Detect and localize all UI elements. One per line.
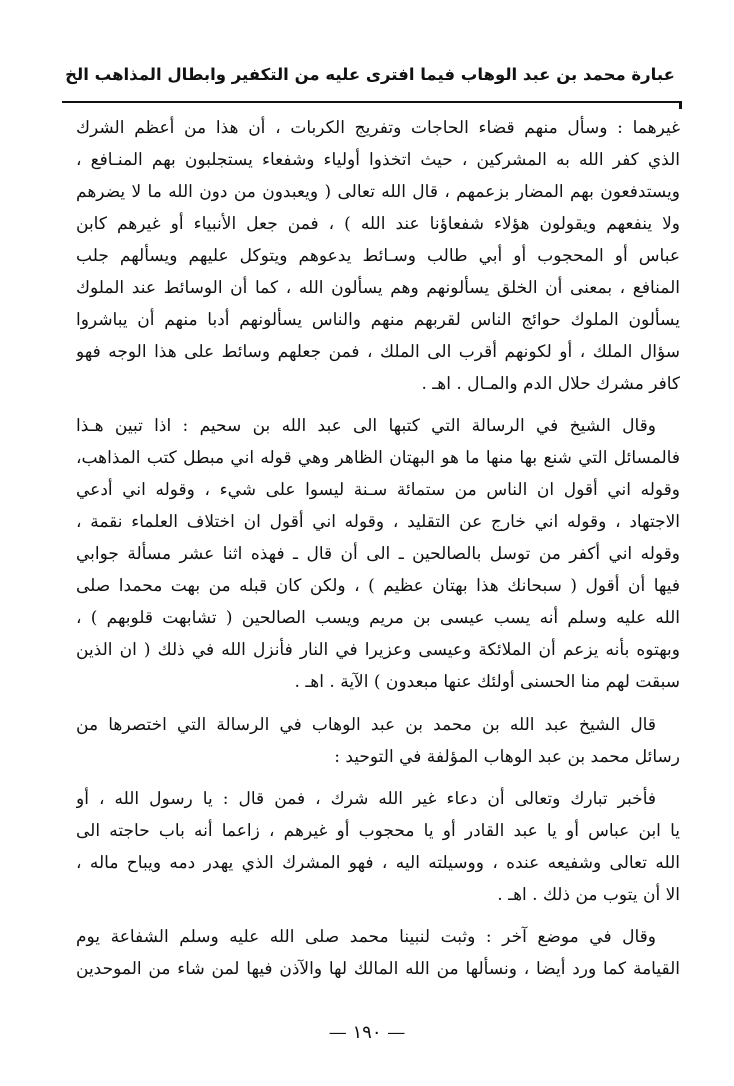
- text-line: وقوله اني أكفر من توسل بالصالحين ـ الى أن قال ـ فهذه اثنا عشر مسألة جوابي: [76, 544, 680, 564]
- text-line: الله عليه وسلم أنه يسب عيسى بن مريم ويسب الصالحين ( تشابهت قلوبهم ) ،: [76, 608, 680, 628]
- text-line: وقوله اني أقول ان الناس من ستمائة سـنة ليسوا على شيء ، وقوله اني أدعي: [76, 480, 680, 500]
- text-line: سبقت لهم منا الحسنى أولئك عنها مبعدون ) الآية . اهـ .: [294, 672, 680, 692]
- text-line: الذي كفر الله به المشركين ، حيث اتخذوا أولياء وشفعاء يستجلبون بهم المنـافع ،: [76, 150, 680, 170]
- header-rule-tick: [679, 101, 682, 109]
- text-line: القيامة كما ورد أيضا ، ونسألها من الله المالك لها والآذن فيها لمن شاء من الموحدين: [76, 959, 680, 979]
- text-line: عباس أو المحجوب أو أبي طالب وسـائط يدعوهم ويتوكل عليهم ويسألهم جلب: [76, 246, 680, 266]
- page-number: — ١٩٠ —: [328, 1022, 406, 1043]
- text-line: غيرهما : وسأل منهم قضاء الحاجات وتفريج الكربات ، أن هذا من أعظم الشرك: [76, 118, 680, 138]
- text-line: فيها أن أقول ( سبحانك هذا بهتان عظيم ) ، ولكن كان قبله من بهت محمدا صلى: [76, 576, 680, 596]
- text-line: وقال في موضع آخر : وثبت لنبينا محمد صلى الله عليه وسلم الشفاعة يوم: [76, 927, 656, 947]
- header-rule: [62, 101, 682, 103]
- text-line: قال الشيخ عبد الله بن محمد بن عبد الوهاب في الرسالة التي اختصرها من: [76, 715, 656, 735]
- text-line: وقال الشيخ في الرسالة التي كتبها الى عبد الله بن سحيم : اذا تبين هـذا: [76, 416, 656, 436]
- text-line: الاجتهاد ، وقوله اني خارج عن التقليد ، وقوله اني أقول ان اختلاف العلماء نقمة ،: [76, 512, 680, 532]
- text-line: الله تعالى وشفيعه عنده ، ووسيلته اليه ، فهو المشرك الذي يهدر دمه ويباح ماله ،: [76, 853, 680, 873]
- text-line: الا أن يتوب من ذلك . اهـ .: [497, 885, 680, 905]
- text-line: رسائل محمد بن عبد الوهاب المؤلفة في التوحيد :: [334, 747, 680, 767]
- text-line: ولا ينفعهم ويقولون هؤلاء شفعاؤنا عند الله ) ، فمن جعل الأنبياء أو غيرهم كابن: [76, 214, 680, 234]
- text-line: وبهتوه بأنه يزعم أن الملائكة وعيسى وعزيرا في النار فأنزل الله في ذلك ( ان الذين: [76, 640, 680, 660]
- text-line: فالمسائل التي شنع بها منها ما هو البهتان الظاهر وهي قوله اني مبطل كتب المذاهب،: [76, 448, 680, 468]
- text-line: ويستدفعون بهم المضار بزعمهم ، قال الله تعالى ( ويعبدون من دون الله ما لا يضرهم: [76, 182, 680, 202]
- running-header: عبارة محمد بن عبد الوهاب فيما افترى عليه من التكفير وابطال المذاهب الخ: [65, 65, 675, 84]
- text-line: كافر مشرك حلال الدم والمـال . اهـ .: [421, 374, 680, 394]
- text-line: يسألون الملوك حوائج الناس لقربهم منهم والناس يسألونهم أدبا منهم أن يباشروا: [76, 310, 680, 330]
- text-line: سؤال الملك ، أو لكونهم أقرب الى الملك ، فمن جعلهم وسائط على هذا الوجه فهو: [76, 342, 680, 362]
- text-line: يا ابن عباس أو يا عبد القادر أو يا محجوب أو غيرهم ، زاعما أنه باب حاجته الى: [76, 821, 680, 841]
- text-line: فأخبر تبارك وتعالى أن دعاء غير الله شرك ، فمن قال : يا رسول الله ، أو: [76, 789, 656, 809]
- text-line: المنافع ، بمعنى أن الخلق يسألونهم وهم يسألون الله ، كما أن الوسائط عند الملوك: [76, 278, 680, 298]
